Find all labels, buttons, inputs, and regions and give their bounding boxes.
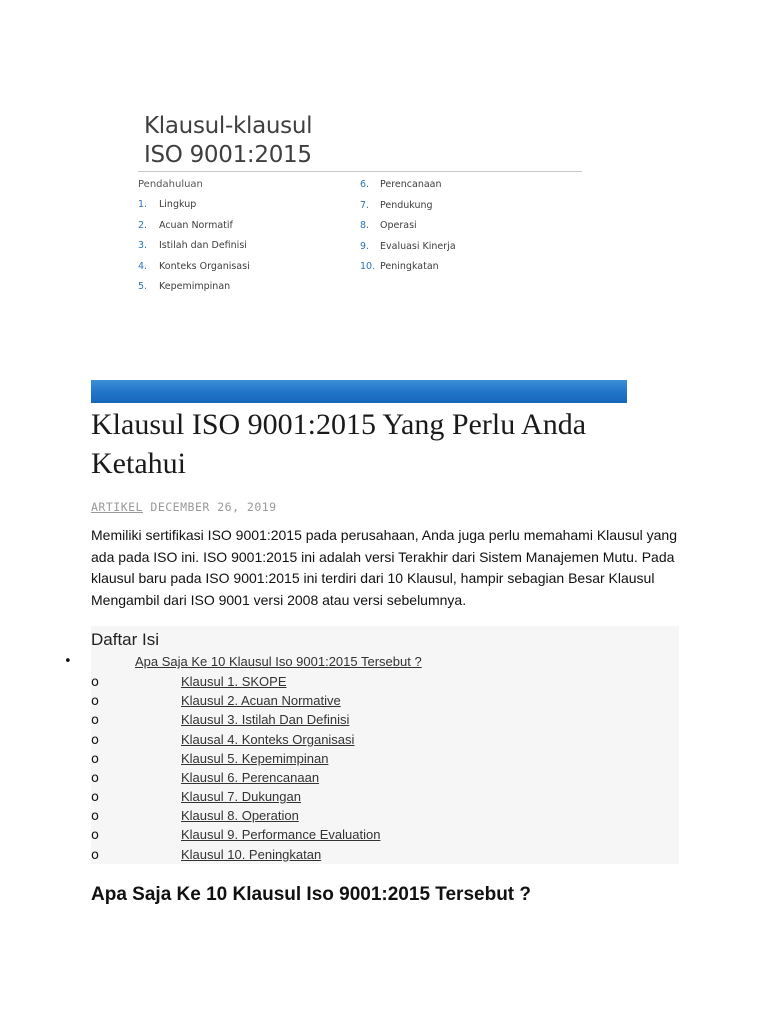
section-heading: Apa Saja Ke 10 Klausul Iso 9001:2015 Tersebut ? (91, 884, 532, 905)
toc-link-klausul-5[interactable]: Klausul 5. Kepemimpinan (181, 751, 329, 766)
toc-item (181, 712, 349, 727)
figure-item-label: Pendukung (380, 199, 433, 211)
toc-item (181, 808, 299, 823)
toc-item (181, 693, 341, 708)
toc-link-klausul-4[interactable]: Klausal 4. Konteks Organisasi (181, 732, 355, 747)
figure-item (360, 178, 456, 199)
figure-title-line1: Klausul-klausul (144, 113, 313, 139)
toc-item (181, 674, 287, 689)
figure-item-label: Kepemimpinan (159, 281, 231, 292)
toc-sub-bullet: o (91, 713, 99, 728)
figure-item (138, 198, 250, 219)
toc-item (181, 770, 319, 785)
category-link[interactable]: ARTIKEL (91, 500, 143, 514)
figure-item-number: 9. (360, 240, 370, 252)
article-title: Klausul ISO 9001:2015 Yang Perlu Anda Ketahui (91, 408, 587, 480)
figure-item-number: 3. (138, 240, 148, 251)
figure-title-line2: ISO 9001:2015 (144, 142, 312, 168)
toc-link-klausul-8[interactable]: Klausul 8. Operation (181, 808, 299, 823)
toc-sub-bullet: o (91, 828, 99, 843)
toc-sub-bullet: o (91, 771, 99, 786)
toc-item (135, 654, 422, 669)
toc-item (181, 847, 321, 862)
toc-sub-bullet: o (91, 790, 99, 805)
figure-right-column (360, 178, 456, 281)
figure-item (360, 260, 456, 281)
header-bar (91, 380, 627, 403)
figure-item-number: 4. (138, 260, 148, 272)
figure-item (138, 280, 250, 301)
figure-item (360, 219, 456, 240)
figure-item-label: Lingkup (159, 199, 197, 210)
toc-sub-bullet: o (91, 848, 99, 863)
figure-intro-label: Pendahuluan (138, 179, 203, 190)
figure-item (138, 239, 250, 260)
figure-item-number: 10. (360, 261, 376, 272)
intro-paragraph: Memiliki sertifikasi ISO 9001:2015 pada perusahaan, Anda juga perlu memahami Klausul yang ada pada ISO ini. ISO 9001:2015 ini adalah versi Terakhir dari Sistem Manajemen Mutu. Pada klausul baru pada ISO 9001:2015 ini terdiri dari 10 Klausul, hampir sebagian Besar Klausul Mengambil dari ISO 9001 versi 2008 atau versi sebelumnya. (91, 527, 678, 608)
toc-link-klausul-3[interactable]: Klausul 3. Istilah Dan Definisi (181, 712, 350, 727)
figure-item-number: 5. (138, 281, 148, 292)
toc-link-klausul-7[interactable]: Klausul 7. Dukungan (181, 789, 301, 804)
figure-item-label: Istilah dan Definisi (159, 240, 247, 251)
figure-item (360, 199, 456, 220)
figure-item-number: 1. (138, 199, 148, 210)
figure-item-label: Evaluasi Kinerja (380, 240, 456, 252)
toc-link-klausul-10[interactable]: Klausul 10. Peningkatan (181, 847, 322, 862)
figure-item-number: 6. (360, 179, 370, 190)
toc-item (181, 751, 328, 766)
article-meta (91, 500, 277, 514)
post-date: DECEMBER 26, 2019 (150, 500, 277, 514)
figure-item-number: 8. (360, 220, 370, 231)
toc-link-section[interactable]: Apa Saja Ke 10 Klausul Iso 9001:2015 Tersebut ? (135, 654, 422, 669)
toc-link-klausul-1[interactable]: Klausul 1. SKOPE (181, 674, 287, 689)
figure-item-label: Operasi (380, 220, 417, 231)
figure-item-label: Acuan Normatif (159, 219, 233, 231)
figure-item (138, 219, 250, 240)
figure-left-column (138, 178, 250, 301)
figure-item-number: 7. (360, 199, 370, 211)
toc-sub-bullet: o (91, 752, 99, 767)
figure-item-number: 2. (138, 219, 148, 231)
toc-link-klausul-9[interactable]: Klausul 9. Performance Evaluation (181, 827, 381, 842)
toc-bullet: • (64, 654, 72, 669)
toc-sub-bullet: o (91, 733, 99, 748)
figure-item (138, 260, 250, 281)
figure-item-label: Perencanaan (380, 179, 442, 190)
clauses-figure (130, 108, 600, 308)
toc-link-klausul-2[interactable]: Klausul 2. Acuan Normative (181, 693, 341, 708)
toc-title: Daftar Isi (91, 630, 160, 649)
toc-item (181, 732, 354, 747)
figure-item (360, 240, 456, 261)
toc-item (181, 827, 380, 842)
figure-divider (138, 171, 582, 172)
toc-sub-bullet: o (91, 675, 99, 690)
figure-item-label: Peningkatan (380, 261, 439, 272)
toc-sub-bullet: o (91, 809, 99, 824)
toc-link-klausul-6[interactable]: Klausul 6. Perencanaan (181, 770, 320, 785)
figure-title (144, 112, 312, 170)
figure-item-label: Konteks Organisasi (159, 260, 250, 272)
toc-item (181, 789, 301, 804)
toc-sub-bullet: o (91, 694, 99, 709)
